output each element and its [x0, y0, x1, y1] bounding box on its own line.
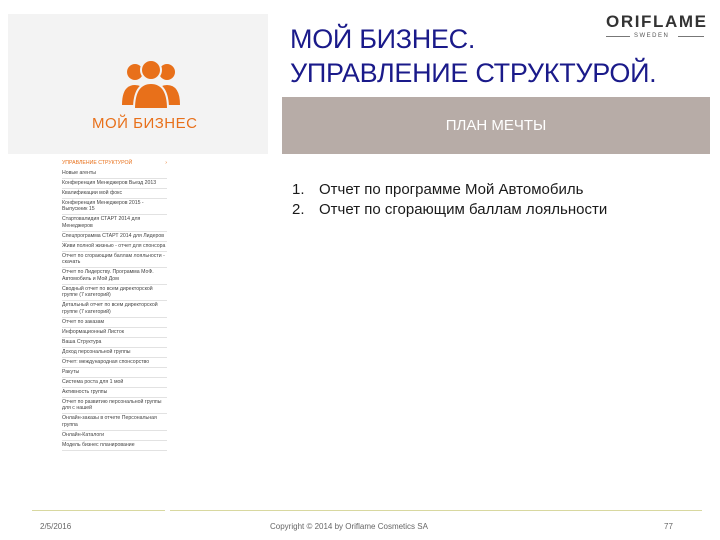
oriflame-logo — [606, 12, 706, 42]
list-number: 2. — [292, 201, 305, 218]
footer-date: 2/5/2016 — [40, 522, 72, 531]
logo-main-text: ORIFLAME — [606, 12, 708, 31]
list-text: Отчет по сгорающим баллам лояльности — [319, 201, 608, 218]
menu-header-label: УПРАВЛЕНИЕ СТРУКТУРОЙ — [62, 160, 133, 166]
menu-item[interactable]: Информационный Листок — [62, 328, 167, 338]
menu-item[interactable]: Стартовалидия СТАРТ 2014 для Менеджеров — [62, 215, 167, 232]
menu-item[interactable]: Отчет по развитию персональной группы для с нашей — [62, 398, 167, 415]
business-panel — [8, 14, 268, 154]
menu-item[interactable]: Спецпрограмма СТАРТ 2014 для Лидеров — [62, 232, 167, 242]
menu-item[interactable]: Сводный отчет по всем директорской группе (7 категорий) — [62, 285, 167, 302]
logo-sub-text: SWEDEN — [634, 33, 670, 39]
list-item — [292, 180, 607, 200]
menu-item[interactable]: Отчет по заказам — [62, 318, 167, 328]
menu-list — [62, 169, 167, 451]
list-text: Отчет по программе Мой Автомобиль — [319, 181, 584, 198]
menu-item[interactable]: Ракуты — [62, 368, 167, 378]
chevron-icon: › — [165, 160, 167, 166]
menu-item[interactable]: Модель бизнес планирование — [62, 441, 167, 451]
footer-copyright: Copyright © 2014 by Oriflame Cosmetics SA — [270, 522, 428, 531]
report-list — [292, 180, 607, 220]
menu-item[interactable]: Доход персональной группы — [62, 348, 167, 358]
menu-item[interactable]: Квалификации мой фокс — [62, 189, 167, 199]
menu-item[interactable]: Онлайн-заказы в отчете Персональная группа — [62, 414, 167, 431]
menu-item[interactable]: Активность группы — [62, 388, 167, 398]
brand-label: МОЙ БИЗНЕС — [92, 115, 198, 132]
footer-page-number: 77 — [664, 522, 673, 531]
menu-item[interactable]: Конференция Менеджеров Вьезд 2013 — [62, 179, 167, 189]
menu-item[interactable]: Отчет по сгорающим баллам лояльности - скачать — [62, 252, 167, 269]
side-menu — [62, 160, 167, 451]
logo-rule-left — [606, 36, 630, 37]
menu-item[interactable]: Ваша Структура — [62, 338, 167, 348]
title-line-1: МОЙ БИЗНЕС. — [290, 24, 476, 54]
banner-text: ПЛАН МЕЧТЫ — [445, 117, 547, 134]
slide-title — [290, 22, 656, 90]
menu-item[interactable]: Отчет: международная спонсорство — [62, 358, 167, 368]
footer-divider-left — [32, 510, 165, 511]
section-banner — [282, 97, 710, 154]
menu-item[interactable]: Отчет по Лидерству. Программа МоФ. Автомобиль и Мой Дом — [62, 268, 167, 285]
menu-item[interactable]: Живи полной жизнью - отчет для спонсора — [62, 242, 167, 252]
team-people-icon — [121, 59, 181, 109]
menu-item[interactable]: Конференция Менеджеров 2015 - Выпускник 15 — [62, 199, 167, 216]
menu-item[interactable]: Новые агенты — [62, 169, 167, 179]
menu-item[interactable]: Детальный отчет по всем директорской группе (7 категорий) — [62, 301, 167, 318]
title-line-2: УПРАВЛЕНИЕ СТРУКТУРОЙ. — [290, 58, 657, 88]
logo-rule-right — [678, 36, 704, 37]
list-item — [292, 200, 607, 220]
footer-divider-right — [170, 510, 702, 511]
list-number: 1. — [292, 181, 305, 198]
menu-header[interactable] — [62, 160, 167, 167]
menu-item[interactable]: Система роста для 1 мой — [62, 378, 167, 388]
menu-item[interactable]: Онлайн-Каталоги — [62, 431, 167, 441]
